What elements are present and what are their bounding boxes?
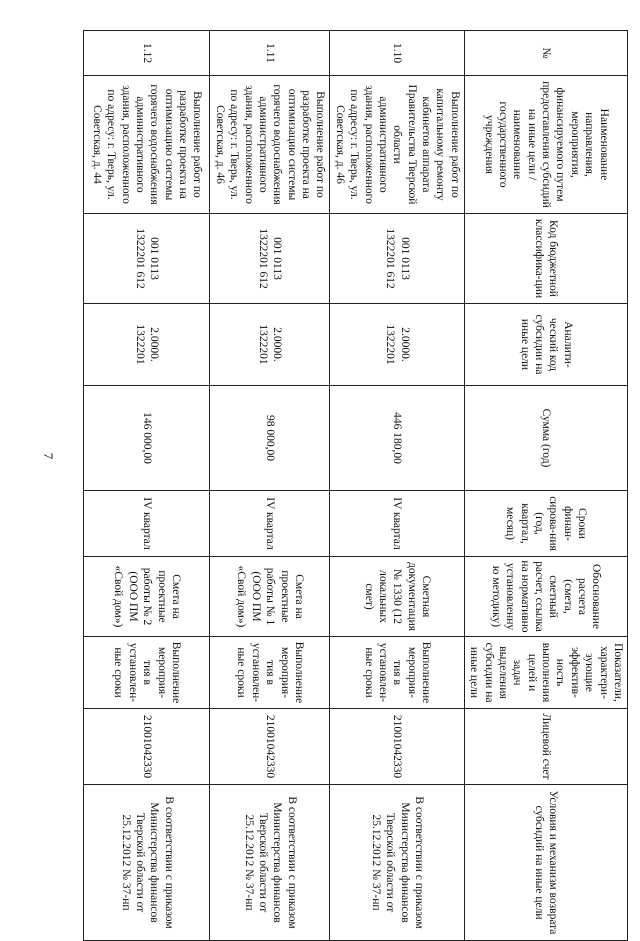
table-row xyxy=(330,31,464,941)
row-indicators: Выполнение мероприя-тия в установлен-ные сроки xyxy=(84,637,210,709)
row-analytic-code: 2.0000. 1322201 xyxy=(210,304,330,386)
header-indicators: Показатели, характери-зующие эффектив-ность выполнения целей и задач выделения субсидии на иные цели xyxy=(464,637,627,709)
header-conditions: Условия и механизм возврата субсидий на иные цели xyxy=(464,785,627,941)
header-period: Сроки финан-сирова-ния (год, квартал, месяц) xyxy=(464,491,627,557)
row-num: 1.11 xyxy=(210,31,330,76)
header-name: Наименование направления, мероприятия, финансируемого путем предоставления субсидий на иные цели / наименование государственного учреждения xyxy=(464,76,627,214)
row-sum: 98 000,00 xyxy=(210,386,330,491)
row-num: 1.12 xyxy=(84,31,210,76)
row-analytic-code: 2.0000. 1322201 xyxy=(330,304,464,386)
row-account: 21001042330 xyxy=(84,709,210,785)
header-kbk: Код бюджетной классифика-ции xyxy=(464,214,627,304)
row-period: IV квартал xyxy=(84,491,210,557)
table-row xyxy=(84,31,210,941)
row-justification: Смета на проектные работы № 1 (ООО ПМ «Свой дом») xyxy=(210,557,330,637)
row-name: Выполнение работ по разработке проекта на оптимизацию системы горячего водоснабжения административного здания, расположенного по адресу: г. Тверь, ул. Советская, д. 44 xyxy=(84,76,210,214)
row-kbk: 001 0113 1322201 612 xyxy=(210,214,330,304)
rotated-page-content xyxy=(90,0,640,935)
subsidy-table xyxy=(84,30,629,941)
row-account: 21001042330 xyxy=(210,709,330,785)
row-conditions: В соответствии с приказом Министерства финансов Тверской области от 25.12.2012 № 37-нп xyxy=(330,785,464,941)
row-num: 1.10 xyxy=(330,31,464,76)
row-kbk: 001 0113 1322201 612 xyxy=(330,214,464,304)
row-account: 21001042330 xyxy=(330,709,464,785)
row-analytic-code: 2.0000. 1322201 xyxy=(84,304,210,386)
row-justification: Сметная документация № 1330 (12 локальных смет) xyxy=(330,557,464,637)
row-sum: 446 180,00 xyxy=(330,386,464,491)
header-justification: Обоснование расчета (смета, сметный расчет, ссылка на нормативно установленную методику) xyxy=(464,557,627,637)
row-name: Выполнение работ по капитальному ремонту кабинетов аппарата Правительства Тверской области административного здания, расположенного по адресу: г. Тверь, ул. Советская, д. 46 xyxy=(330,76,464,214)
header-row xyxy=(464,31,627,941)
header-sum: Сумма (год) xyxy=(464,386,627,491)
row-period: IV квартал xyxy=(330,491,464,557)
table-row xyxy=(210,31,330,941)
row-kbk: 001 0113 1322201 612 xyxy=(84,214,210,304)
row-period: IV квартал xyxy=(210,491,330,557)
header-num: № xyxy=(464,31,627,76)
row-indicators: Выполнение мероприя-тия в установлен-ные сроки xyxy=(330,637,464,709)
row-conditions: В соответствии с приказом Министерства финансов Тверской области от 25.12.2012 № 37-нп xyxy=(84,785,210,941)
row-name: Выполнение работ по разработке проекта на оптимизацию системы горячего водоснабжения административного здания, расположенного по адресу: г. Тверь, ул. Советская, д. 46 xyxy=(210,76,330,214)
page-number: 7 xyxy=(41,452,56,460)
row-conditions: В соответствии с приказом Министерства финансов Тверской области от 25.12.2012 № 37-нп xyxy=(210,785,330,941)
header-analytic-code: Аналити-ческий код субсидии на иные цели xyxy=(464,304,627,386)
header-account: Лицевой счет xyxy=(464,709,627,785)
row-justification: Смета на проектные работы № 2 (ООО ПМ «Свой дом») xyxy=(84,557,210,637)
row-indicators: Выполнение мероприя-тия в установлен-ные сроки xyxy=(210,637,330,709)
row-sum: 146 000,00 xyxy=(84,386,210,491)
